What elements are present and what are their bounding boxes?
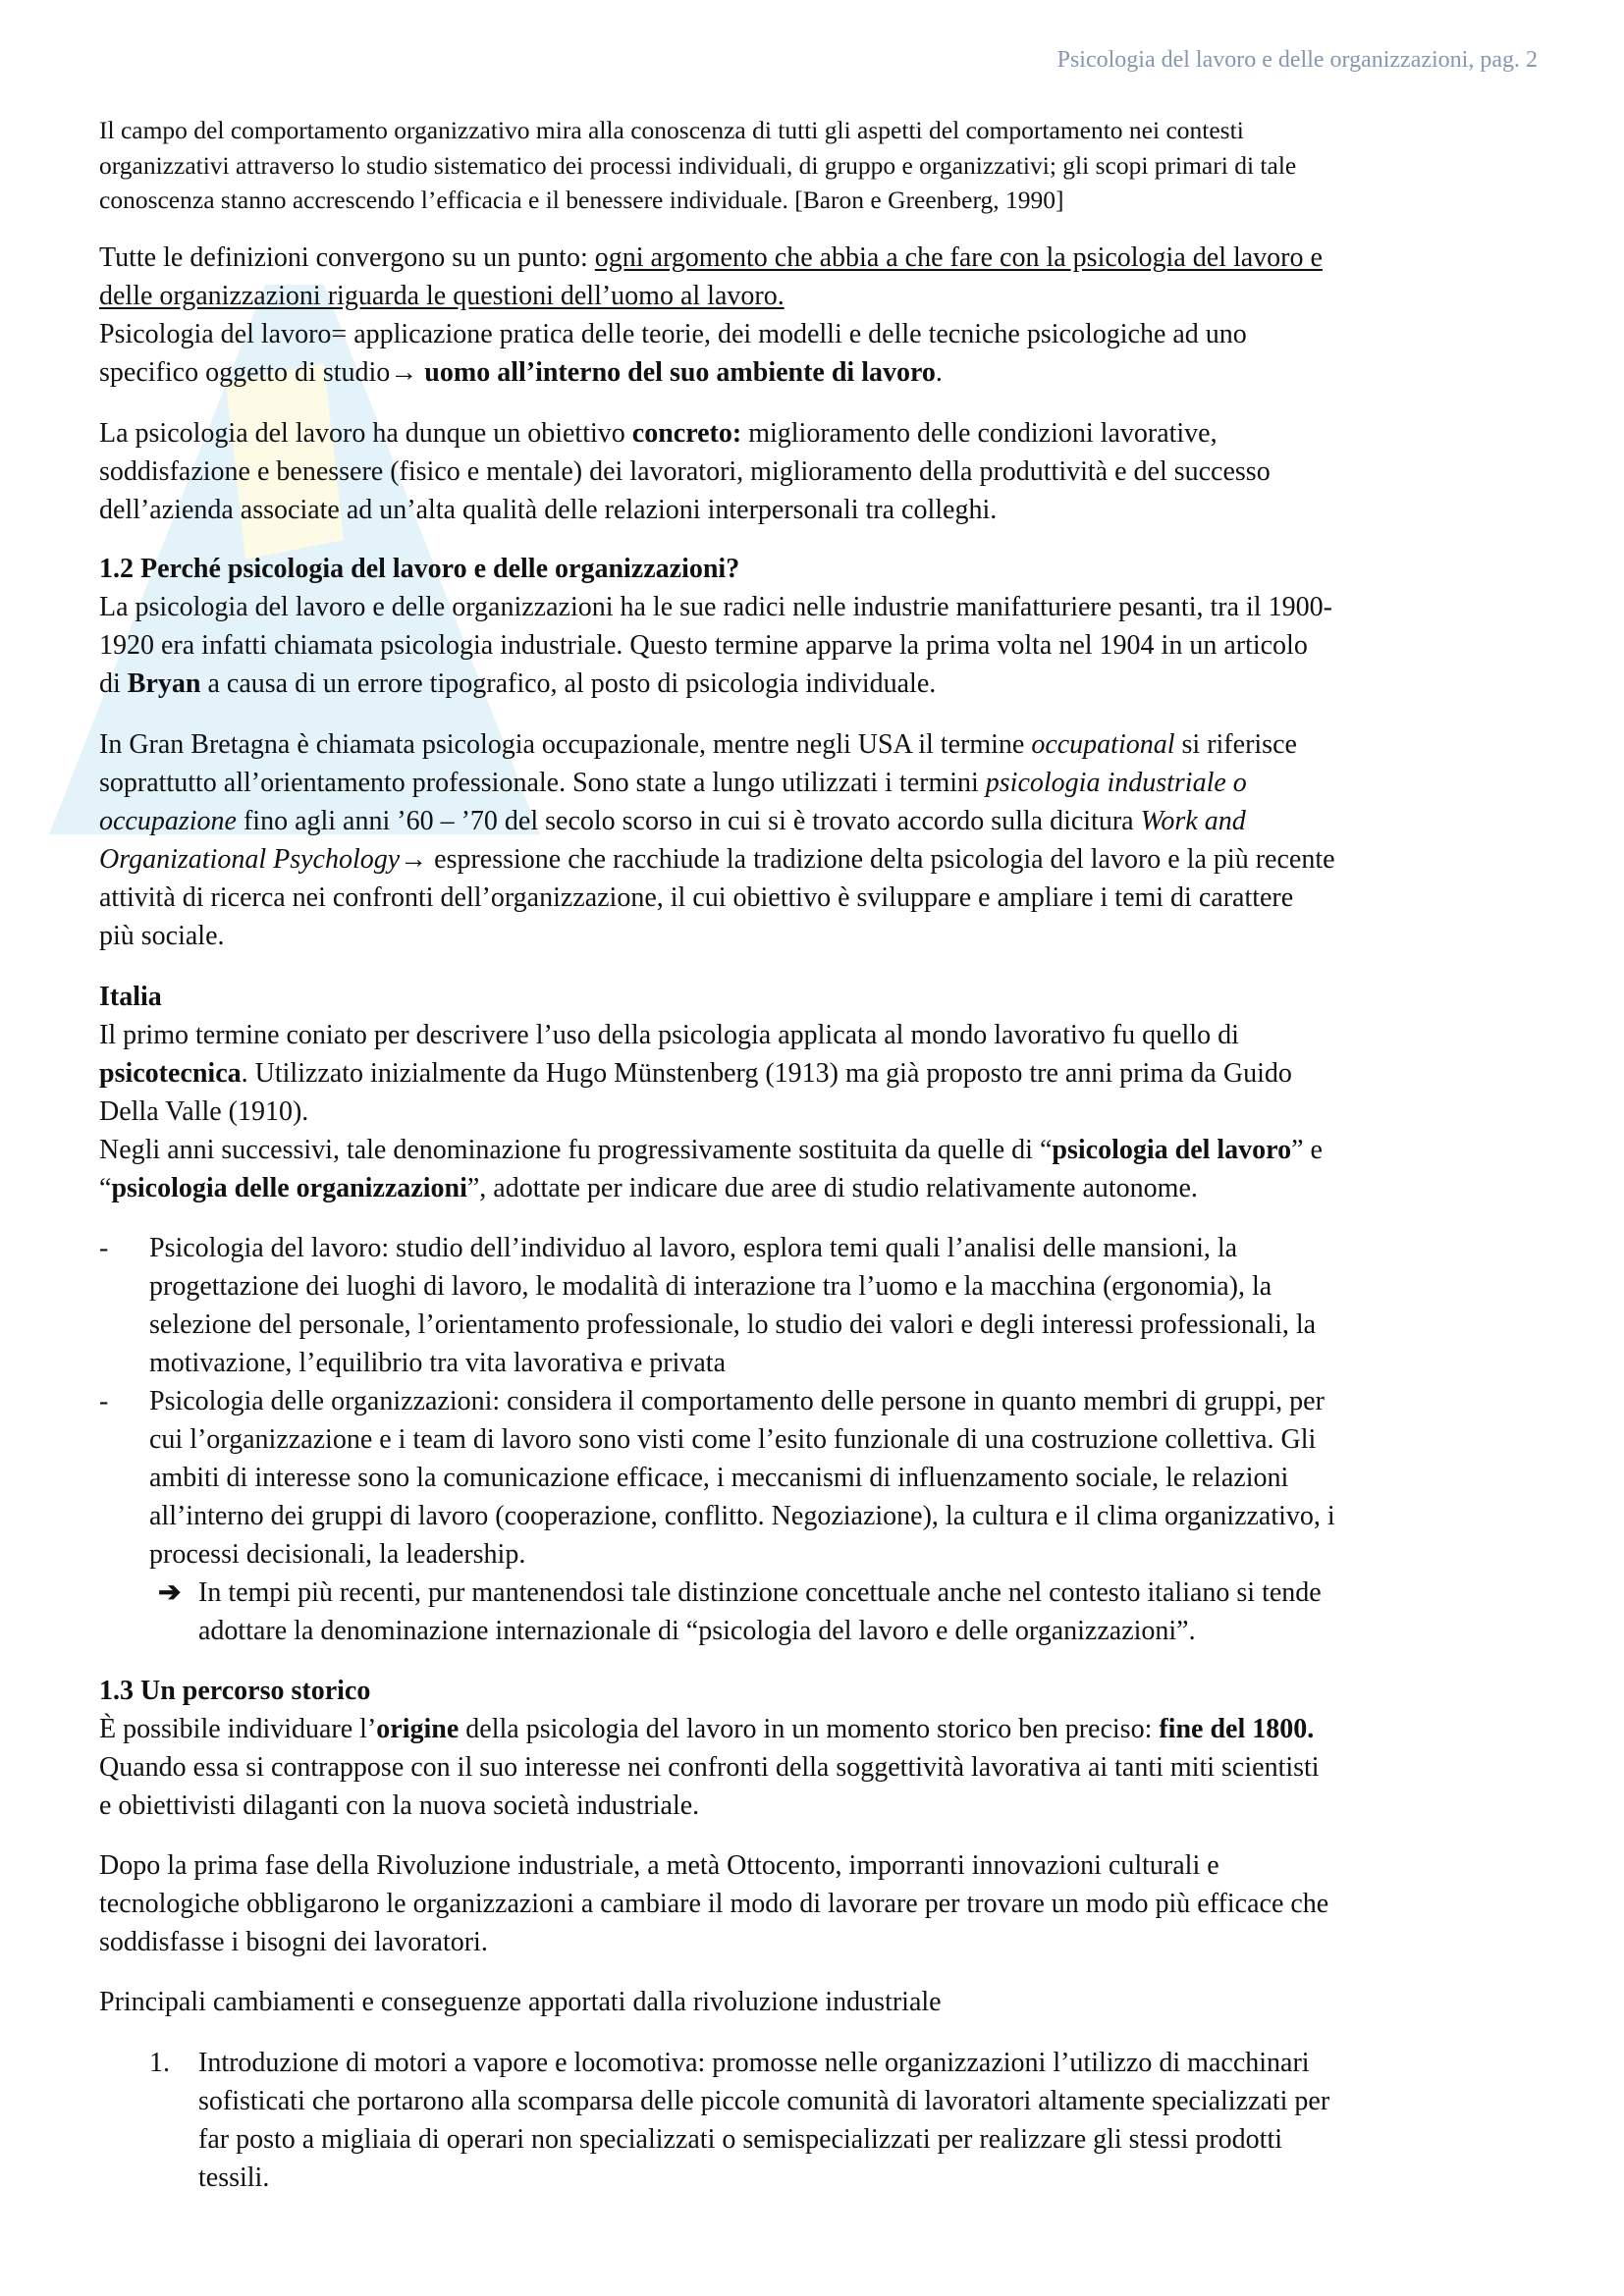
text-run: Principali cambiamenti e conseguenze apportati dalla rivoluzione industriale [99,1987,942,2017]
text-line [99,1131,1545,1169]
text-run: processi decisionali, la leadership. [149,1539,526,1570]
text-line [149,1344,1545,1382]
text-run: conoscenza stanno accrescendo l’efficacia e il benessere individuale. [Baron e Greenberg, 1990] [99,186,1064,214]
quote-paragraph [99,113,1545,218]
text-run: In tempi più recenti, pur mantenendosi tale distinzione concettuale anche nel contesto italiano si tende [198,1577,1322,1608]
text-run: Tutte le definizioni convergono su un punto: [99,242,595,273]
paragraph [99,1846,1545,1961]
text-line [99,414,1545,453]
bold-text: psicologia delle organizzazioni [111,1173,467,1203]
text-line [99,626,1545,665]
text-line [99,353,1545,392]
text-line [149,1267,1545,1306]
dash-bullet: - [99,1386,109,1416]
paragraph [99,978,1545,1207]
text-run: di [99,668,128,699]
text-run: organizzativi attraverso lo studio sistematico dei processi individuali, di gruppo e organizzativi; gli scopi primari di tale [99,150,1297,180]
bold-text: Bryan [127,668,201,699]
bold-text: 1.2 Perché psicologia del lavoro e delle organizzazioni? [99,554,740,584]
text-line [99,113,1545,148]
bold-text: Italia [99,982,162,1012]
text-line [149,1459,1545,1497]
text-line [99,183,1545,218]
text-line [99,764,1545,802]
text-line [99,725,1545,764]
text-line [149,1382,1545,1420]
text-run: adottare la denominazione internazionale di “psicologia del lavoro e delle organizzazioni”. [198,1616,1196,1646]
text-run: ”, adottate per indicare due aree di studio relativamente autonome. [466,1173,1198,1203]
text-line [149,1497,1545,1535]
dash-bullet: - [99,1233,109,1263]
text-line [99,1846,1545,1885]
bold-text: psicotecnica [99,1058,242,1089]
text-run: . Utilizzato inizialmente da Hugo Münstenberg (1913) ma già proposto tre anni prima da Guido [241,1058,1292,1089]
text-run: Introduzione di motori a vapore e locomotiva: promosse nelle organizzazioni l’utilizzo di macchinari [198,2048,1310,2078]
text-run: ambiti di interesse sono la comunicazione efficace, i meccanismi di influenzamento sociale, le relazioni [149,1463,1289,1493]
bold-text: uomo all’interno del suo ambiente di lavoro [424,357,936,388]
text-line [99,1923,1545,1961]
text-line [149,1420,1545,1459]
italic-text: occupazione [99,806,237,836]
paragraph [99,1672,1545,1825]
text-run: soddisfasse i bisogni dei lavoratori. [99,1927,488,1957]
text-line [198,2044,1545,2082]
text-line [99,550,1545,588]
bold-text: psicologia del lavoro [1052,1135,1292,1165]
text-line [99,917,1545,955]
list-number: 1. [149,2048,170,2078]
italic-text: Work and [1140,806,1246,836]
text-line [99,665,1545,703]
page-header: Psicologia del lavoro e delle organizzazioni, pag. 2 [1056,47,1538,73]
text-line [198,2082,1545,2120]
bold-text: 1.3 Un percorso storico [99,1676,371,1706]
paragraph [99,725,1545,955]
text-run: all’interno dei gruppi di lavoro (cooperazione, conflitto. Negoziazione), la cultura e il clima organizzativo, i [149,1501,1335,1531]
text-line [99,1983,1545,2021]
italic-text: Organizational Psychology [99,844,401,875]
text-line [198,2120,1545,2159]
italic-text: occupational [1031,729,1175,760]
text-run: Il campo del comportamento organizzativo mira alla conoscenza di tutti gli aspetti del comportamento nei contesti [99,116,1244,144]
bold-text: concreto: [631,418,742,449]
text-run: miglioramento delle condizioni lavorative, [741,418,1218,449]
text-run: In Gran Bretagna è chiamata psicologia occupazionale, mentre negli USA il termine [99,729,1032,760]
text-line [99,1093,1545,1131]
text-run: . [935,357,943,388]
text-line [99,978,1545,1016]
text-run: → espressione che racchiude la tradizione delta psicologia del lavoro e la più recente [400,844,1335,875]
text-line [99,1748,1545,1787]
text-run: dell’azienda associate ad un’alta qualità delle relazioni interpersonali tra colleghi. [99,495,998,525]
text-run: soprattutto all’orientamento professionale. Sono state a lungo utilizzati i termini [99,768,986,798]
bold-text: origine [376,1714,460,1744]
text-run: La psicologia del lavoro e delle organizzazioni ha le sue radici nelle industrie manifatturiere pesanti, tra il 1900- [99,592,1332,622]
text-line [198,1612,1545,1650]
text-run: più sociale. [99,921,225,951]
paragraph [99,239,1545,392]
text-line [149,1535,1545,1574]
text-run: tecnologiche obbligarono le organizzazioni a cambiare il modo di lavorare per trovare un modo più efficace che [99,1889,1329,1919]
list-item [99,1229,1545,1382]
text-line [99,148,1545,184]
text-run: Dopo la prima fase della Rivoluzione industriale, a metà Ottocento, imporranti innovazioni culturali e [99,1850,1219,1881]
text-line [99,840,1545,879]
text-run: Quando essa si contrappose con il suo interesse nei confronti della soggettività lavorativa ai tanti miti scientisti [99,1752,1320,1783]
bold-text: fine del 1800. [1159,1714,1315,1744]
text-run: La psicologia del lavoro ha dunque un obiettivo [99,418,632,449]
text-line [99,491,1545,529]
list [99,2044,1545,2197]
underlined-text: ogni argomento che abbia a che fare con la psicologia del lavoro e [594,242,1323,273]
text-run: della psicologia del lavoro in un momento storico ben preciso: [459,1714,1160,1744]
text-line [99,1710,1545,1748]
arrow-bullet-icon: ➔ [158,1577,182,1608]
italic-text: psicologia industriale o [985,768,1247,798]
list [99,1229,1545,1650]
list-item [99,2044,1545,2197]
text-run: soddisfazione e benessere (fisico e mentale) dei lavoratori, miglioramento della produttività e del successo [99,456,1271,487]
text-run: e obiettivisti dilaganti con la nuova società industriale. [99,1790,700,1821]
text-line [99,1672,1545,1710]
paragraph [99,1983,1545,2021]
text-run: tessili. [198,2163,270,2193]
text-line [99,588,1545,626]
text-run: motivazione, l’equilibrio tra vita lavorativa e privata [149,1348,727,1378]
text-line [99,453,1545,491]
text-line [99,1054,1545,1093]
text-line [99,239,1545,277]
text-run: progettazione dei luoghi di lavoro, le modalità di interazione tra l’uomo e la macchina (ergonomia), la [149,1271,1272,1302]
text-line [198,2159,1545,2197]
text-run: Psicologia del lavoro: studio dell’individuo al lavoro, esplora temi quali l’analisi delle mansioni, la [149,1233,1238,1263]
text-run: Negli anni successivi, tale denominazione fu progressivamente sostituita da quelle di “ [99,1135,1053,1165]
text-run: si riferisce [1174,729,1297,760]
text-run: fino agli anni ’60 – ’70 del secolo scorso in cui si è trovato accordo sulla dicitura [236,806,1141,836]
list-item [99,1574,1545,1650]
text-run: Della Valle (1910). [99,1096,309,1127]
text-run: specifico oggetto di studio→ [99,357,425,388]
text-run: a causa di un errore tipografico, al posto di psicologia individuale. [200,668,937,699]
text-line [198,1574,1545,1612]
text-line [99,277,1545,315]
underlined-text: delle organizzazioni riguarda le questioni dell’uomo al lavoro. [99,281,785,311]
text-line [99,1169,1545,1207]
text-line [149,1229,1545,1267]
text-line [99,879,1545,917]
text-run: selezione del personale, l’orientamento professionale, lo studio dei valori e degli interessi professionali, la [149,1309,1317,1340]
text-run: Il primo termine coniato per descrivere l’uso della psicologia applicata al mondo lavorativo fu quello di [99,1020,1239,1050]
text-run: Psicologia delle organizzazioni: considera il comportamento delle persone in quanto membri di gruppi, per [149,1386,1325,1416]
text-run: “ [99,1173,112,1203]
text-run: sofisticati che portarono alla scomparsa delle piccole comunità di lavoratori altamente specializzati per [198,2086,1330,2116]
text-line [99,1885,1545,1923]
text-line [149,1306,1545,1344]
list-item [99,1382,1545,1574]
text-run: attività di ricerca nei confronti dell’organizzazione, il cui obiettivo è sviluppare e ampliare i temi di carattere [99,882,1294,913]
text-run: È possibile individuare l’ [99,1714,377,1744]
text-line [99,1787,1545,1825]
text-line [99,802,1545,840]
text-run: far posto a migliaia di operari non specializzati o semispecializzati per realizzare gli stessi prodotti [198,2124,1283,2155]
text-run: 1920 era infatti chiamata psicologia industriale. Questo termine apparve la prima volta nel 1904 in un articolo [99,630,1308,661]
paragraph [99,414,1545,529]
text-line [99,1016,1545,1054]
text-run: Psicologia del lavoro= applicazione pratica delle teorie, dei modelli e delle tecniche psicologiche ad uno [99,319,1247,349]
paragraph [99,550,1545,703]
text-line [99,315,1545,353]
text-run: cui l’organizzazione e i team di lavoro sono visti come l’esito funzionale di una costruzione collettiva. Gli [149,1424,1317,1455]
text-run: ” e [1291,1135,1323,1165]
